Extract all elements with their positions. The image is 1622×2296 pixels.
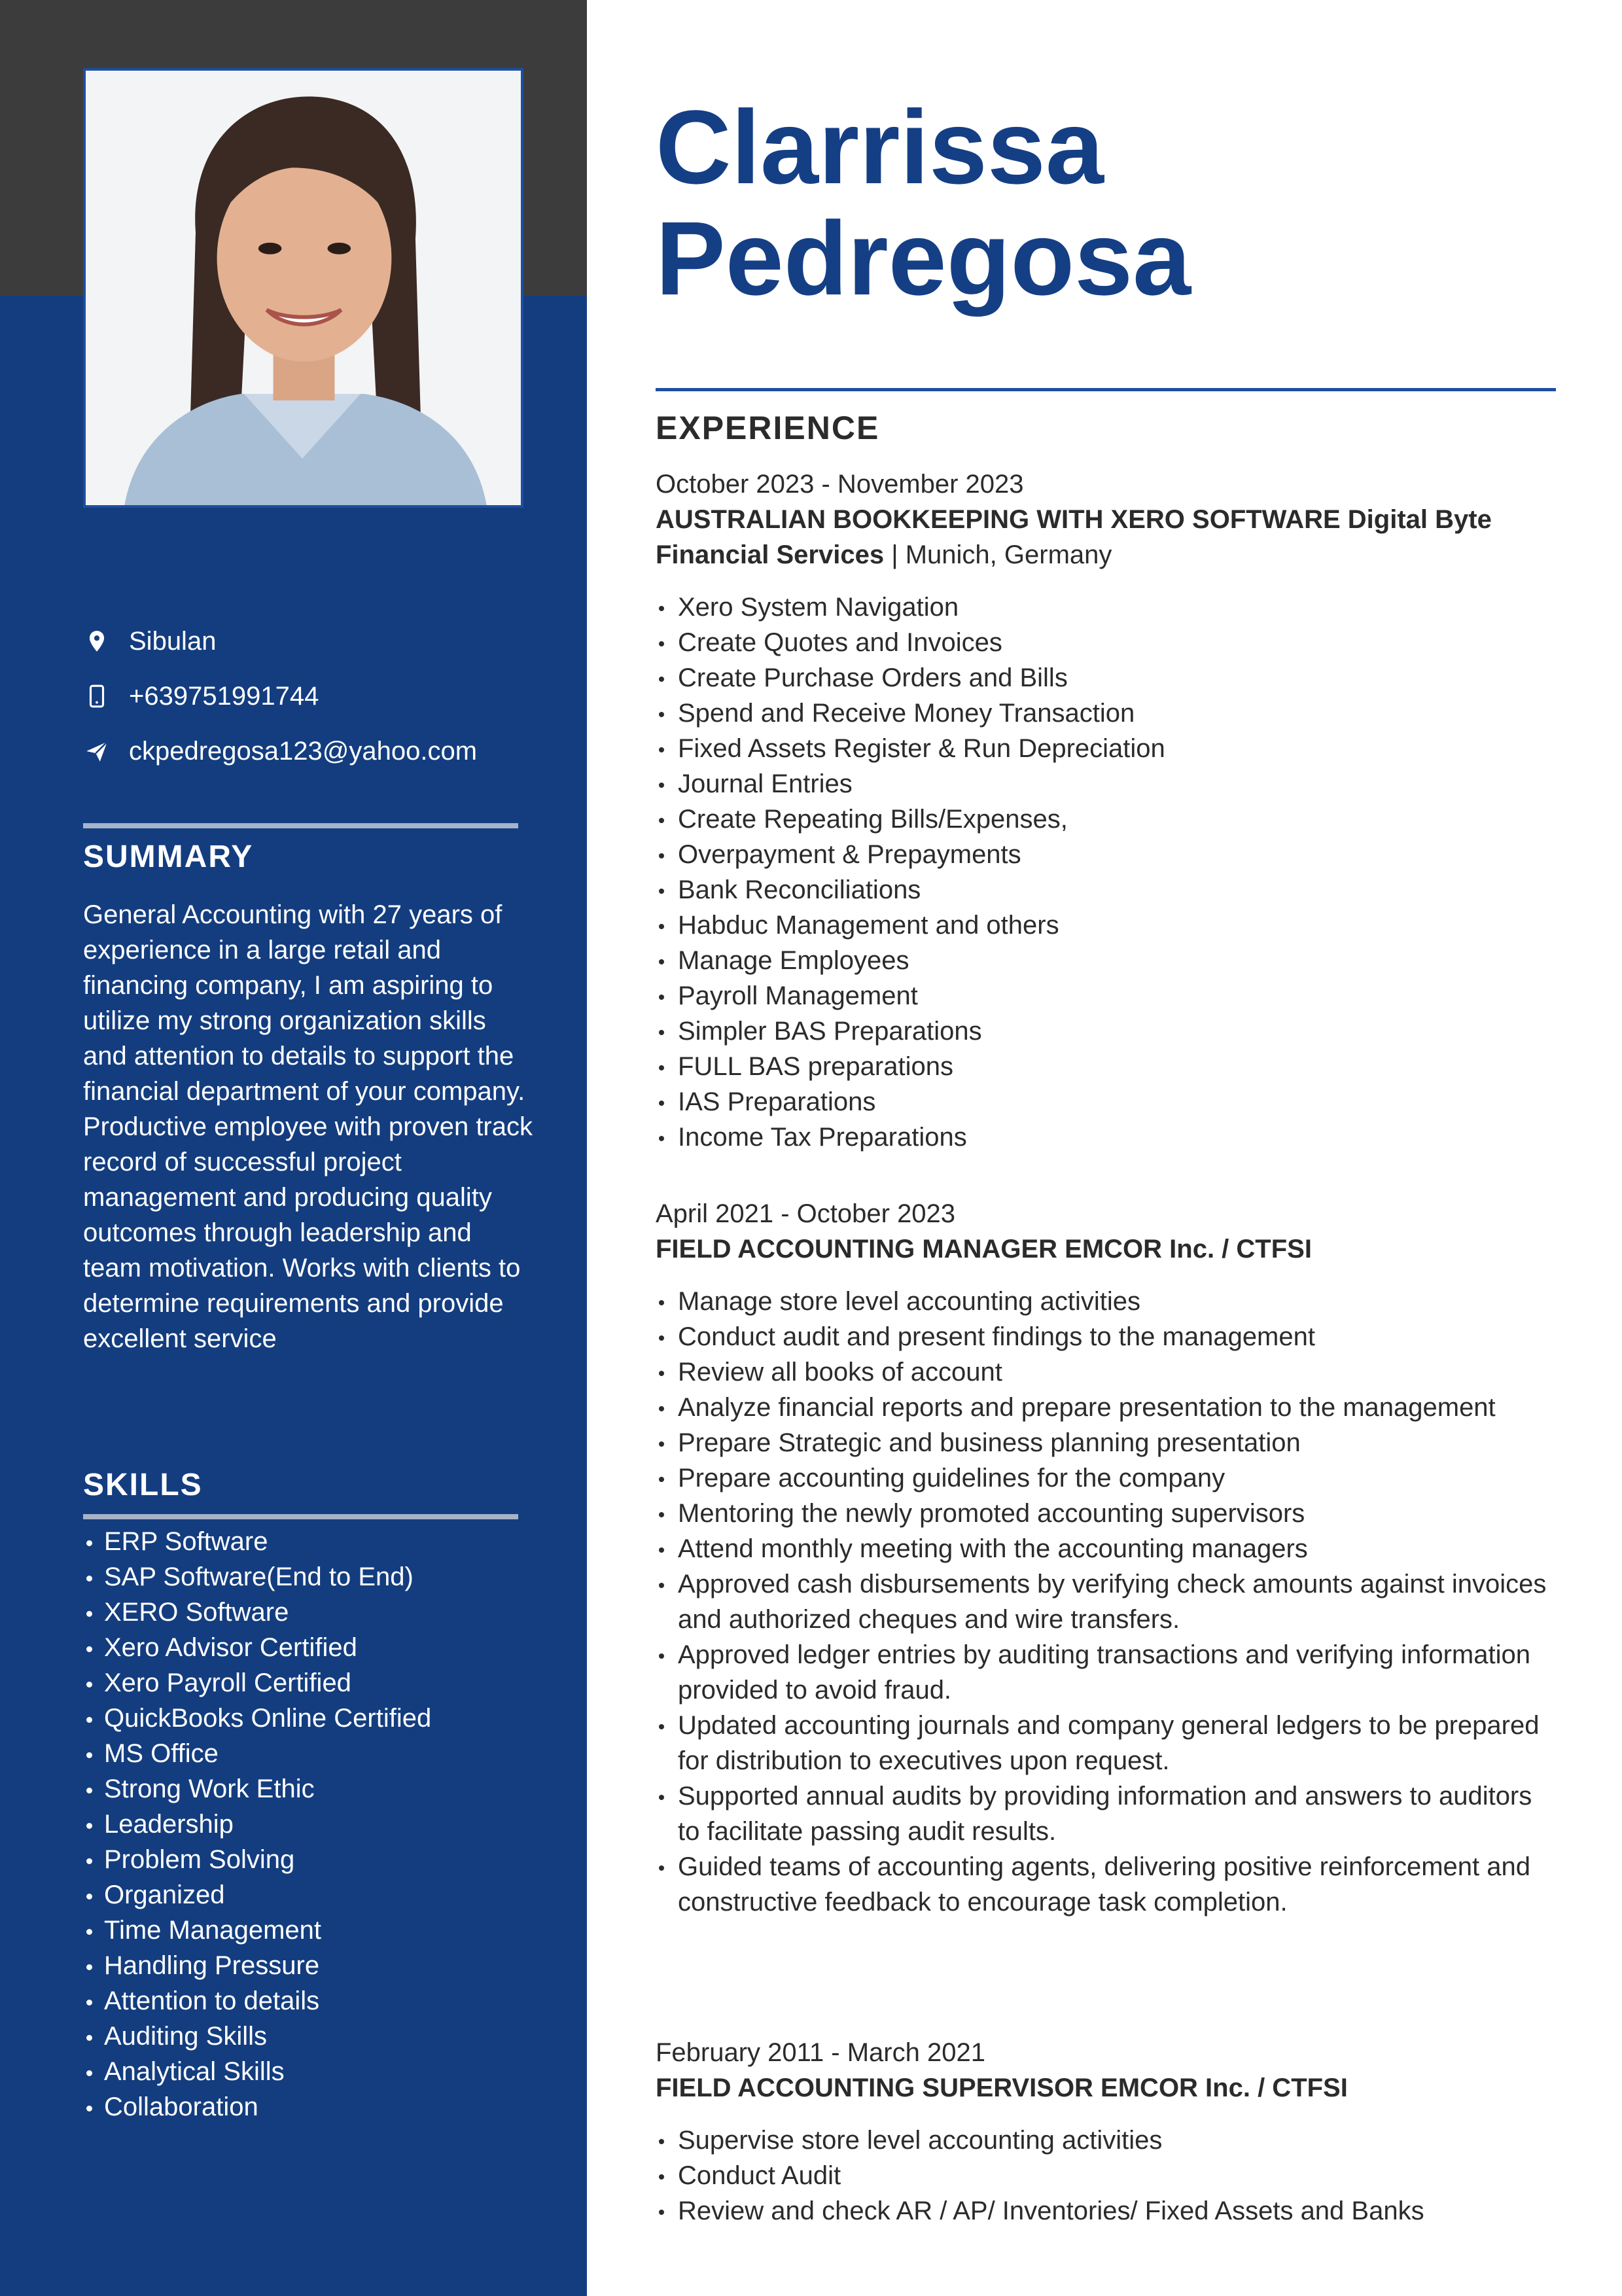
skill-item: SAP Software(End to End) (83, 1559, 431, 1595)
job-bullet: FULL BAS preparations (656, 1049, 1559, 1084)
experience-heading: EXPERIENCE (656, 410, 880, 446)
job-title (656, 502, 1559, 573)
summary-heading: SUMMARY (83, 839, 254, 874)
job-bullet: Review all books of account (656, 1354, 1559, 1390)
job-bullet: Create Quotes and Invoices (656, 625, 1559, 660)
job-bullet: Conduct audit and present findings to the management (656, 1319, 1559, 1354)
skill-item: Auditing Skills (83, 2019, 431, 2054)
job-bullet: Journal Entries (656, 766, 1559, 802)
job-bullet: Bank Reconciliations (656, 872, 1559, 908)
job-bullet: Prepare accounting guidelines for the company (656, 1460, 1559, 1496)
skills-list (83, 1524, 431, 2125)
job-title (656, 2070, 1559, 2106)
job-bullets (656, 1284, 1559, 1920)
skill-item: Time Management (83, 1913, 431, 1948)
contact-phone (83, 678, 319, 715)
contact-email (83, 733, 477, 769)
job-bullet: Manage store level accounting activities (656, 1284, 1559, 1319)
send-icon (83, 737, 111, 765)
skills-divider (83, 1514, 518, 1519)
skill-item: Problem Solving (83, 1842, 431, 1877)
job-dates: April 2021 - October 2023 (656, 1199, 956, 1228)
job-bullet: Manage Employees (656, 943, 1559, 978)
job-bullet: Conduct Audit (656, 2158, 1559, 2193)
job-bullet: Supported annual audits by providing information and answers to auditors to facilitate passing audit results. (656, 1778, 1559, 1849)
job-dates: February 2011 - March 2021 (656, 2038, 985, 2067)
job-bullet: Review and check AR / AP/ Inventories/ Fixed Assets and Banks (656, 2193, 1559, 2229)
job-bullet: Mentoring the newly promoted accounting supervisors (656, 1496, 1559, 1531)
first-name: Clarrissa (656, 88, 1104, 205)
job-bullet: Guided teams of accounting agents, delivering positive reinforcement and constructive feedback to encourage task completion. (656, 1849, 1559, 1920)
job-bullet: Simpler BAS Preparations (656, 1014, 1559, 1049)
job-bullet: Approved cash disbursements by verifying check amounts against invoices and authorized cheques and wire transfers. (656, 1566, 1559, 1637)
job-entry (656, 1196, 1559, 1920)
skill-item: XERO Software (83, 1595, 431, 1630)
skill-item: Leadership (83, 1807, 431, 1842)
job-bullet: Create Repeating Bills/Expenses, (656, 802, 1559, 837)
summary-text (83, 897, 535, 1356)
job-bullet: Overpayment & Prepayments (656, 837, 1559, 872)
skill-item: MS Office (83, 1736, 431, 1771)
job-title-text: AUSTRALIAN BOOKKEEPING WITH XERO SOFTWARE Digital Byte Financial Services (656, 505, 1492, 569)
job-entry (656, 2035, 1559, 2229)
skill-item: Xero Advisor Certified (83, 1630, 431, 1665)
skills-heading: SKILLS (83, 1468, 203, 1502)
skill-item: Strong Work Ethic (83, 1771, 431, 1807)
skill-item: Attention to details (83, 1983, 431, 2019)
last-name: Pedregosa (656, 200, 1191, 317)
email-link[interactable]: ckpedregosa123@yahoo.com (129, 736, 478, 766)
skill-item: Organized (83, 1877, 431, 1913)
summary-paragraph: General Accounting with 27 years of experience in a large retail and financing company, I am aspiring to utilize my strong organization skills and attention to details to support the financial department of your company. (83, 900, 525, 1106)
job-bullet: Xero System Navigation (656, 590, 1559, 625)
job-bullet: Spend and Receive Money Transaction (656, 696, 1559, 731)
job-bullet: Income Tax Preparations (656, 1120, 1559, 1155)
skill-item: QuickBooks Online Certified (83, 1701, 431, 1736)
candidate-name (656, 88, 1191, 317)
map-pin-icon (83, 627, 111, 655)
job-bullet: Updated accounting journals and company general ledgers to be prepared for distribution to executives upon request. (656, 1708, 1559, 1778)
job-title (656, 1231, 1559, 1267)
phone-text[interactable]: +639751991744 (129, 681, 319, 711)
job-bullet: Habduc Management and others (656, 908, 1559, 943)
job-bullet: Approved ledger entries by auditing transactions and verifying information provided to avoid fraud. (656, 1637, 1559, 1708)
location-text: Sibulan (129, 626, 217, 656)
summary-divider (83, 823, 518, 828)
job-bullet: Attend monthly meeting with the accounting managers (656, 1531, 1559, 1566)
phone-icon (83, 682, 111, 710)
skill-item: ERP Software (83, 1524, 431, 1559)
job-bullets (656, 590, 1559, 1155)
job-bullet: Supervise store level accounting activities (656, 2123, 1559, 2158)
job-title-text: FIELD ACCOUNTING MANAGER EMCOR Inc. / CTFSI (656, 1235, 1312, 1263)
skill-item: Xero Payroll Certified (83, 1665, 431, 1701)
job-dates: October 2023 - November 2023 (656, 470, 1024, 499)
skill-item: Collaboration (83, 2089, 431, 2125)
job-title-text: FIELD ACCOUNTING SUPERVISOR EMCOR Inc. / CTFSI (656, 2074, 1348, 2102)
summary-paragraph: Productive employee with proven track record of successful project management and producing quality outcomes through leadership and team motivation. Works with clients to determine requirements and provide excellent service (83, 1112, 533, 1353)
job-bullet: Analyze financial reports and prepare presentation to the management (656, 1390, 1559, 1425)
skill-item: Analytical Skills (83, 2054, 431, 2089)
profile-photo (83, 68, 523, 508)
job-entry (656, 467, 1559, 1155)
portrait-illustration (86, 71, 521, 505)
job-location: | Munich, Germany (884, 540, 1112, 569)
contact-location (83, 623, 216, 660)
name-divider (656, 388, 1556, 391)
job-bullet: IAS Preparations (656, 1084, 1559, 1120)
job-bullet: Fixed Assets Register & Run Depreciation (656, 731, 1559, 766)
skill-item: Handling Pressure (83, 1948, 431, 1983)
job-bullets (656, 2123, 1559, 2229)
job-bullet: Create Purchase Orders and Bills (656, 660, 1559, 696)
job-bullet: Payroll Management (656, 978, 1559, 1014)
job-bullet: Prepare Strategic and business planning presentation (656, 1425, 1559, 1460)
